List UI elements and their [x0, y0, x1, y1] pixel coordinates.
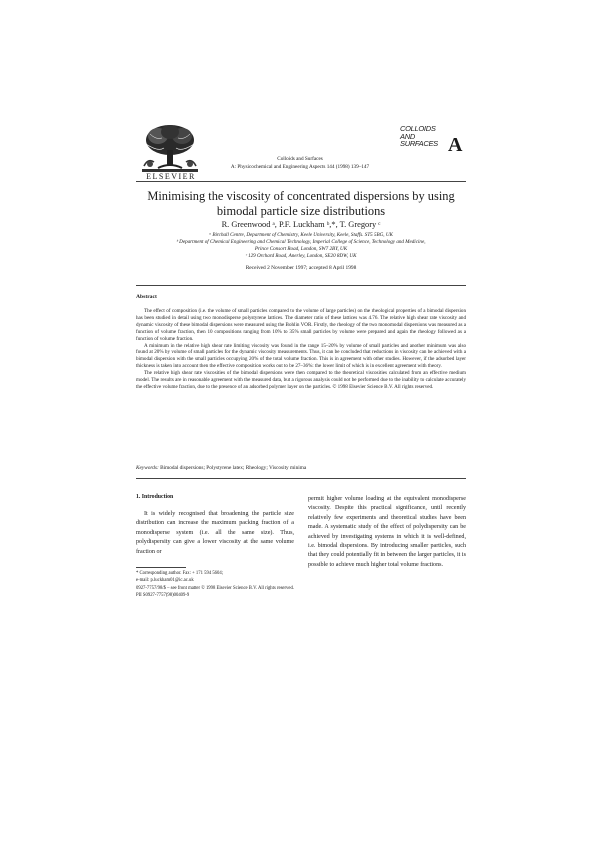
copyright-block	[136, 585, 466, 600]
footnote	[136, 570, 296, 585]
affiliation-a: ᵃ Birchall Centre, Department of Chemistry, Keele University, Keele, Staffs. ST5 5BG, UK	[209, 232, 393, 238]
abstract-paragraph: The relative high shear rate viscosities of the bimodal dispersions were then compared to the theoretical viscosities calculated from an effective medium model. The results are in reasonable agreement with the measured data, but a rigorous analysis could not be performed due to the inability to calculate accurately the effective volume fraction, due to the presence of an adsorbed polymer layer on the particles. © 1998 Elsevier Science B.V. All rights reserved.	[136, 370, 466, 390]
affiliation-b-line: ᵇ Department of Chemical Engineering and Chemical Technology, Imperial College of Science, Technology and Medicine,	[176, 239, 426, 245]
intro-paragraph: permit higher volume loading at the equivalent monodisperse viscosity. Despite this practical significance, until recently relatively few experiments and theoretical studies have been made. A systematic study of the effect of polydispersity can be achieved by investigating systems in which it is well-defined, i.e. bimodal dispersions. By introducing smaller particles, such that they could potentially fit in between the larger particles, it is possible to achieve much higher total volume fractions.	[308, 496, 466, 568]
keywords	[136, 465, 466, 471]
affiliation-c: ᶜ 129 Orchard Road, Anerley, London, SE20 8DW, UK	[245, 253, 357, 259]
elsevier-tree-logo	[138, 122, 202, 174]
title-line: Minimising the viscosity of concentrated dispersions by using	[147, 189, 455, 203]
publisher-name: ELSEVIER	[146, 172, 196, 181]
footnote-line: * Corresponding author. Fax: + 171 594 5604;	[136, 571, 224, 576]
journal-logo-line: AND	[400, 131, 415, 141]
journal-name: Colloids and Surfaces	[277, 156, 323, 162]
keywords-list: Bimodal dispersions; Polystyrene latex; Rheology; Viscosity minima	[160, 465, 307, 471]
abstract-rule-top	[136, 285, 466, 286]
journal-logo-letter: A	[448, 134, 463, 156]
footnote-rule	[136, 567, 186, 568]
intro-column-right	[308, 495, 466, 570]
header-rule	[136, 181, 466, 182]
affiliation-b	[136, 239, 466, 253]
abstract-body	[136, 308, 466, 391]
affiliation-b-line: Prince Consort Road, London, SW7 2BY, UK	[254, 246, 348, 252]
pii-line: PII S0927-7757(98)00409-9	[136, 593, 190, 599]
authors: R. Greenwood ᵃ, P.F. Luckham ᵇ,*, T. Gregory ᶜ	[221, 220, 381, 229]
copyright-line: 0927-7757/98/$ – see front matter © 1998 Elsevier Science B.V. All rights reserved.	[136, 586, 294, 591]
journal-citation: A: Physicochemical and Engineering Aspects 144 (1998) 139–147	[230, 164, 370, 170]
journal-info	[200, 155, 400, 171]
abstract-paragraph: The effect of composition (i.e. the volume of small particles compared to the volume of large particles) on the rheological properties of a bimodal dispersion has been studied in detail using two monodisperse polystyrene lattices. The diameter ratio of these lattices was 4.76. The relative high shear rate viscosity and dynamic viscosity of these bimodal dispersions were measured using the Bohlin VOR. Firstly, the rheology of the two monomodal dispersions was measured as a function of volume fraction, then 10 compositions ranging from 10% to 35% small particles by volume were prepared and again the rheology followed as a function of volume fraction.	[136, 308, 466, 342]
footnote-email: e-mail: p.luckham01@ic.ac.uk	[136, 578, 194, 584]
intro-column-left	[136, 510, 294, 557]
abstract-paragraph: A minimum in the relative high shear rate limiting viscosity was found in the range 15–20% by volume of small particles and another minimum was also found at 20% by volume of small particles for the dynamic viscosity measurements. Thus, it can be concluded that reductions in viscosity can be achieved with a bimodal dispersion with the small particles occupying 20% of the total volume fraction. This is in agreement with other studies. However, if the adsorbed layer thickness is taken into account then the effective composition works out to be 27–36%: the lower limit of which is in excellent agreement with theory.	[136, 342, 466, 370]
received-dates: Received 2 November 1997; accepted 8 April 1998	[245, 265, 357, 271]
intro-paragraph: It is widely recognised that broadening the particle size distribution can increase the maximum packing fraction of a monodisperse system (i.e. all the same size). Thus, polydispersity can give a lower viscosity at the same volume fraction or	[136, 511, 294, 555]
section-heading-introduction: 1. Introduction	[136, 494, 174, 500]
journal-logo-line: SURFACES	[400, 139, 438, 148]
abstract-heading: Abstract	[136, 294, 157, 300]
abstract-rule-bottom	[136, 478, 466, 479]
journal-logo-line: COLLOIDS	[400, 124, 436, 133]
keywords-label: Keywords:	[136, 465, 159, 471]
article-title	[136, 189, 466, 218]
title-line: bimodal particle size distributions	[216, 203, 386, 218]
